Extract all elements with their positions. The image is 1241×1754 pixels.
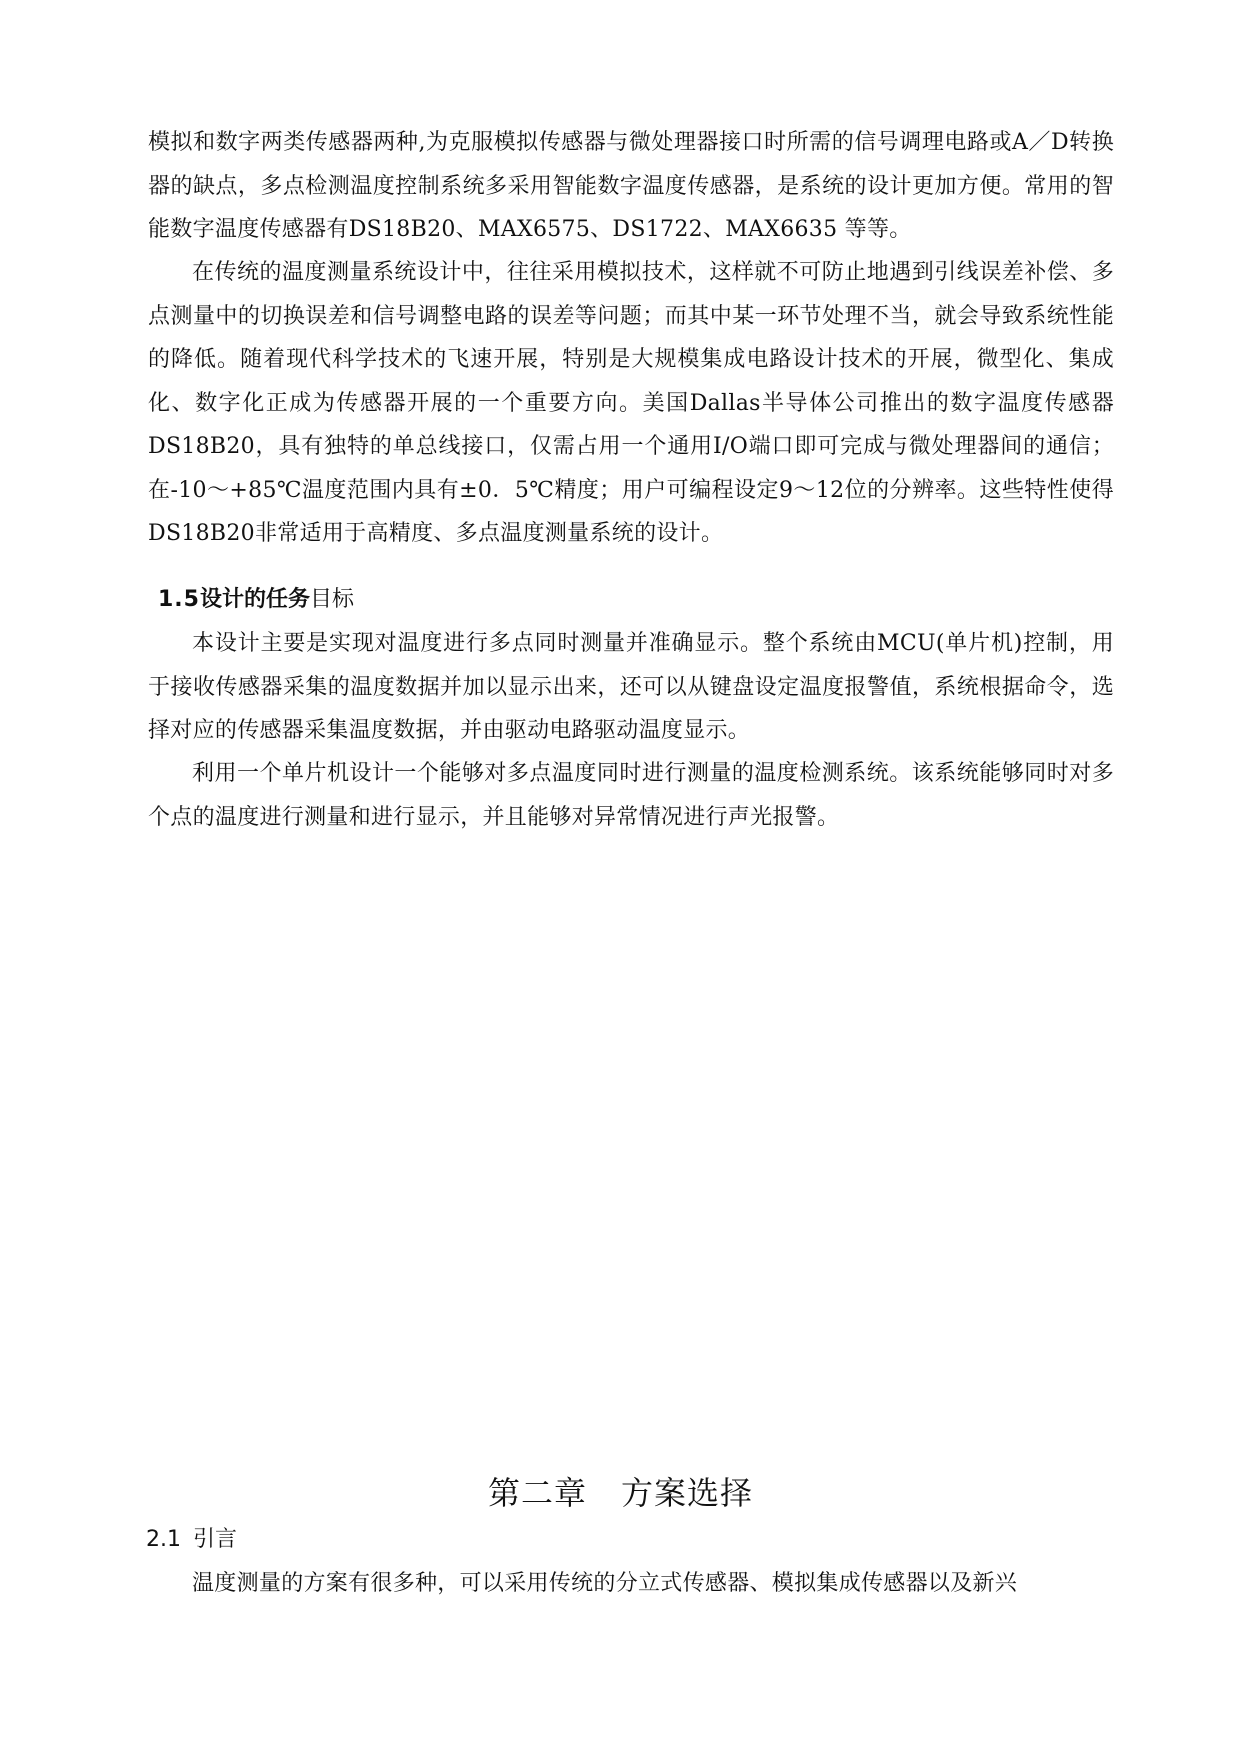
chapter-title [0, 1468, 1241, 1514]
section-number: 1.5 [158, 587, 200, 612]
paragraph-system-summary: 利用一个单片机设计一个能够对多点温度同时进行测量的温度检测系统。该系统能够同时对多个点的温度进行测量和进行显示，并且能够对异常情况进行声光报警。 [148, 761, 1114, 830]
section-heading-2-1 [146, 1522, 237, 1553]
paragraph-design-goal: 本设计主要是实现对温度进行多点同时测量并准确显示。整个系统由MCU(单片机)控制，用于接收传感器采集的温度数据并加以显示出来，还可以从键盘设定温度报警值，系统根据命令，选择对应的传感器采集温度数据，并由驱动电路驱动温度显示。 [148, 631, 1114, 743]
section-title-rest: 目标 [310, 587, 355, 612]
section-heading-1-5 [158, 582, 354, 613]
section-title-bold: 设计的任务 [199, 587, 310, 612]
chapter-label: 第二章 [487, 1474, 587, 1512]
section-title: 引言 [193, 1527, 238, 1552]
chapter-name: 方案选择 [621, 1474, 754, 1512]
paragraph-introduction: 温度测量的方案有很多种，可以采用传统的分立式传感器、模拟集成传感器以及新兴 [192, 1571, 1018, 1596]
paragraph-sensor-types: 模拟和数字两类传感器两种,为克服模拟传感器与微处理器接口时所需的信号调理电路或A／D转换器的缺点，多点检测温度控制系统多采用智能数字温度传感器，是系统的设计更加方便。常用的智能数字温度传感器有DS18B20、MAX6575、DS1722、MAX6635 等等。 [148, 130, 1114, 242]
paragraph-traditional-design: 在传统的温度测量系统设计中，往往采用模拟技术，这样就不可防止地遇到引线误差补偿、多点测量中的切换误差和信号调整电路的误差等问题；而其中某一环节处理不当，就会导致系统性能的降低。随着现代科学技术的飞速开展，特别是大规模集成电路设计技术的开展，微型化、集成化、数字化正成为传感器开展的一个重要方向。美国Dallas半导体公司推出的数字温度传感器DS18B20，具有独特的单总线接口，仅需占用一个通用I/O端口即可完成与微处理器间的通信；在-10～+85℃温度范围内具有±0．5℃精度；用户可编程设定9～12位的分辨率。这些特性使得DS18B20非常适用于高精度、多点温度测量系统的设计。 [148, 260, 1114, 546]
section-number: 2.1 [146, 1527, 181, 1552]
